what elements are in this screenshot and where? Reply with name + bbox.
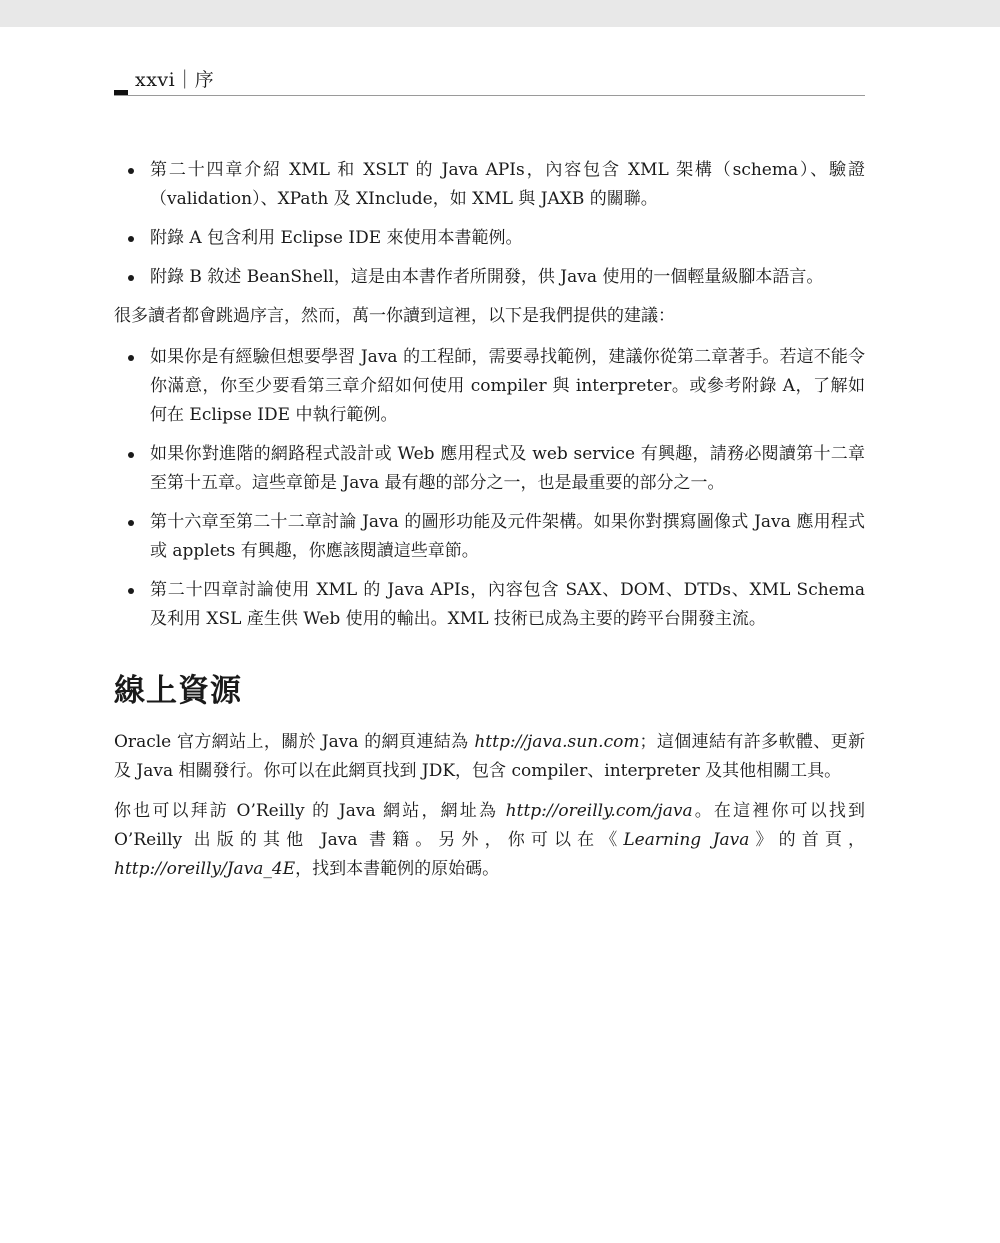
- bullet-icon: [128, 588, 134, 594]
- text-run: 第十六章至第二十二章討論 Java 的圖形功能及元件架構。如果你對撰寫圖像式 Java 應用程式或 applets 有興趣，你應該閱讀這些章節。: [150, 512, 865, 561]
- top-margin-band: [0, 0, 1000, 27]
- bullet-icon: [128, 452, 134, 458]
- online-resources: [114, 728, 865, 884]
- text-run: 第二十四章介紹 XML 和 XSLT 的 Java APIs，內容包含 XML 架構（schema）、驗證（validation）、XPath 及 XInclude，如 XML 與 JAXB 的關聯。: [150, 160, 865, 209]
- resource-paragraph: [114, 728, 865, 786]
- page-body: [114, 156, 865, 895]
- list-item: [114, 156, 865, 214]
- section-title: 線上資源: [114, 673, 242, 709]
- bullet-icon: [128, 275, 134, 281]
- reading-suggestions-list: [114, 343, 865, 634]
- bullet-icon: [128, 168, 134, 174]
- intro-paragraph: 很多讀者都會跳過序言，然而，萬一你讀到這裡，以下是我們提供的建議：: [114, 306, 675, 326]
- text-run: 》的首頁，: [749, 830, 865, 850]
- list-item: [114, 224, 865, 253]
- list-item: [114, 508, 865, 566]
- bullet-icon: [128, 520, 134, 526]
- header-rule: [114, 95, 865, 96]
- italic-reference: http://oreilly/Java_4E: [114, 859, 296, 879]
- text-run: ；這個連結有許多軟體、更新及 Java 相關發行。你可以在此網頁找到 JDK，包含 compiler、interpreter 及其他相關工具。: [114, 732, 865, 781]
- italic-reference: http://java.sun.com: [474, 732, 640, 752]
- list-item: [114, 263, 865, 292]
- bullet-icon: [128, 355, 134, 361]
- list-item: [114, 576, 865, 634]
- bullet-icon: [128, 236, 134, 242]
- text-run: 。在這裡你可以找到 O’Reilly 出版的其他 Java 書籍。另外，你可以在《: [114, 801, 866, 850]
- text-run: 附錄 B 敘述 BeanShell，這是由本書作者所開發，供 Java 使用的一個輕量級腳本語言。: [150, 267, 824, 287]
- italic-reference: http://oreilly.com/java: [505, 801, 693, 821]
- text-run: 如果你是有經驗但想要學習 Java 的工程師，需要尋找範例，建議你從第二章著手。若這不能令你滿意，你至少要看第三章介紹如何使用 compiler 與 interpreter。或參考附錄 A，了解如何在 Eclipse IDE 中執行範例。: [150, 347, 865, 425]
- italic-reference: Learning Java: [623, 830, 750, 850]
- text-run: 第二十四章討論使用 XML 的 Java APIs，內容包含 SAX、DOM、DTDs、XML Schema 及利用 XSL 產生供 Web 使用的輸出。XML 技術已成為主要的跨平台開發主流。: [150, 580, 865, 629]
- running-head: [114, 64, 865, 98]
- text-run: Oracle 官方網站上，關於 Java 的網頁連結為: [114, 732, 475, 752]
- text-run: 附錄 A 包含利用 Eclipse IDE 來使用本書範例。: [150, 228, 523, 248]
- text-run: ，找到本書範例的原始碼。: [295, 859, 500, 879]
- resource-paragraph: [114, 797, 865, 884]
- chapter-overview-list: [114, 156, 865, 292]
- text-run: 你也可以拜訪 O’Reilly 的 Java 網站，網址為: [114, 801, 506, 821]
- page-number-and-section: xxvi｜序: [135, 69, 215, 91]
- list-item: [114, 343, 865, 430]
- text-run: 如果你對進階的網路程式設計或 Web 應用程式及 web service 有興趣，請務必閱讀第十二章至第十五章。這些章節是 Java 最有趣的部分之一，也是最重要的部分之一。: [150, 444, 865, 493]
- list-item: [114, 440, 865, 498]
